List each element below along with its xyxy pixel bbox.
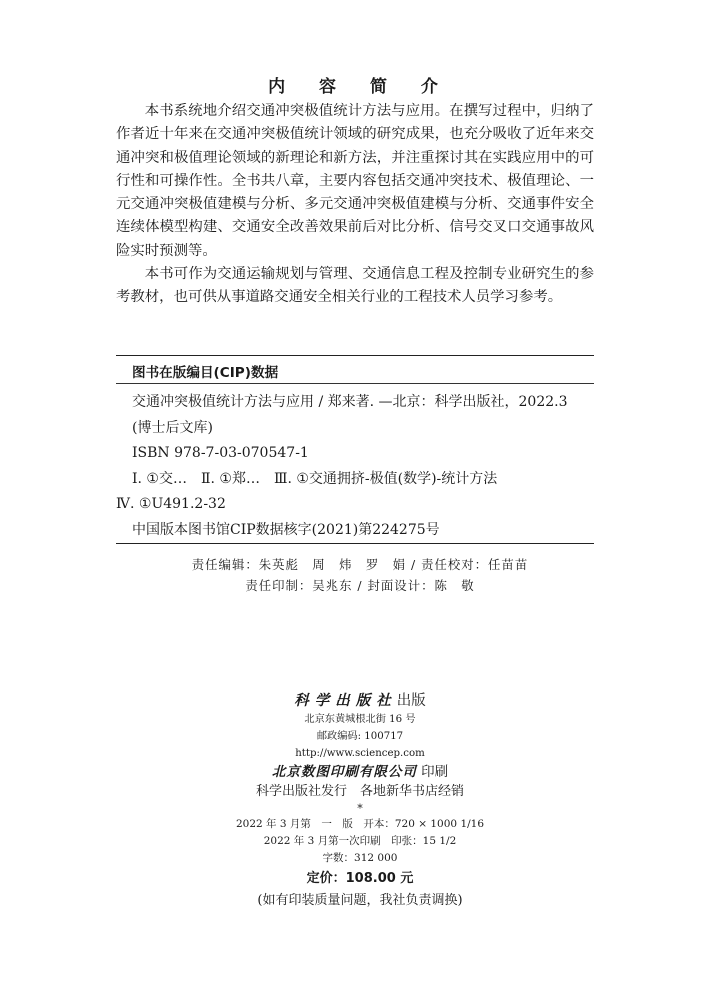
edition-line-2: 2022 年 3 月第一次印刷 印张：15 1/2 <box>263 835 457 847</box>
editors-line-2: 责任印制：吴兆东 / 封面设计：陈 敬 <box>245 578 475 593</box>
edition-line-1: 2022 年 3 月第 一 版 开本：720 × 1000 1/16 <box>235 818 485 830</box>
cip-title-line: 交通冲突极值统计方法与应用 / 郑来著. —北京：科学出版社，2022.3 <box>132 394 568 410</box>
intro-paragraph-1: 本书系统地介绍交通冲突极值统计方法与应用。在撰写过程中，归纳了作者近十年来在交通冲突极值统计领域的研究成果，也充分吸收了近年来交通冲突和极值理论领域的新理论和新方法，并注重探讨其在实践应用中的可行性和可操作性。全书共八章，主要内容包括交通冲突技术、极值理论、一元交通冲突极值建模与分析、多元交通冲突极值建模与分析、交通事件安全连续体模型构建、交通安全改善效果前后对比分析、信号交叉口交通事故风险实时预测等。 <box>116 103 594 259</box>
publisher-postcode: 邮政编码: 100717 <box>316 731 404 742</box>
imprint-block <box>0 690 720 912</box>
distribution-line: 科学出版社发行 各地新华书店经销 <box>255 784 464 799</box>
printer-suffix: 印刷 <box>421 764 449 780</box>
cip-heading-rule <box>116 383 594 384</box>
publisher-address: 北京东黄城根北街 16 号 <box>304 714 416 725</box>
cip-isbn-line: ISBN 978-7-03-070547-1 <box>132 445 309 461</box>
publisher-line <box>0 690 720 711</box>
cip-subject-line: Ⅰ. ①交… Ⅱ. ①郑… Ⅲ. ①交通拥挤-极值(数学)-统计方法 <box>132 470 498 487</box>
separator-star: * <box>357 802 363 815</box>
publisher-url: http://www.sciencep.com <box>295 748 425 759</box>
editors-line-1: 责任编辑：朱英彪 周 炜 罗 娟 / 责任校对：任苗苗 <box>191 557 529 572</box>
quality-note: (如有印装质量问题，我社负责调换) <box>257 893 463 908</box>
cip-bottom-rule <box>116 543 594 544</box>
cip-record-line: 中国版本图书馆CIP数据核字(2021)第224275号 <box>132 521 440 538</box>
publisher-suffix: 出版 <box>396 693 426 709</box>
cip-classification-line: Ⅳ. ①U491.2-32 <box>116 496 226 512</box>
cip-heading: 图书在版编目(CIP)数据 <box>132 365 279 381</box>
cip-series-line: (博士后文库) <box>132 419 213 436</box>
printer-line <box>0 762 720 782</box>
price: 定价：108.00 元 <box>306 871 414 886</box>
intro-section <box>116 100 594 310</box>
page-title: 内 容 简 介 <box>268 77 452 97</box>
printer-name: 北京数图印刷有限公司 <box>271 764 417 780</box>
cip-block <box>116 355 594 544</box>
publisher-name: 科学出版社 <box>294 692 397 709</box>
editors-block <box>0 554 720 596</box>
intro-paragraph-2: 本书可作为交通运输规划与管理、交通信息工程及控制专业研究生的参考教材，也可供从事道路交通安全相关行业的工程技术人员学习参考。 <box>116 266 594 306</box>
word-count: 字数：312 000 <box>322 852 398 864</box>
